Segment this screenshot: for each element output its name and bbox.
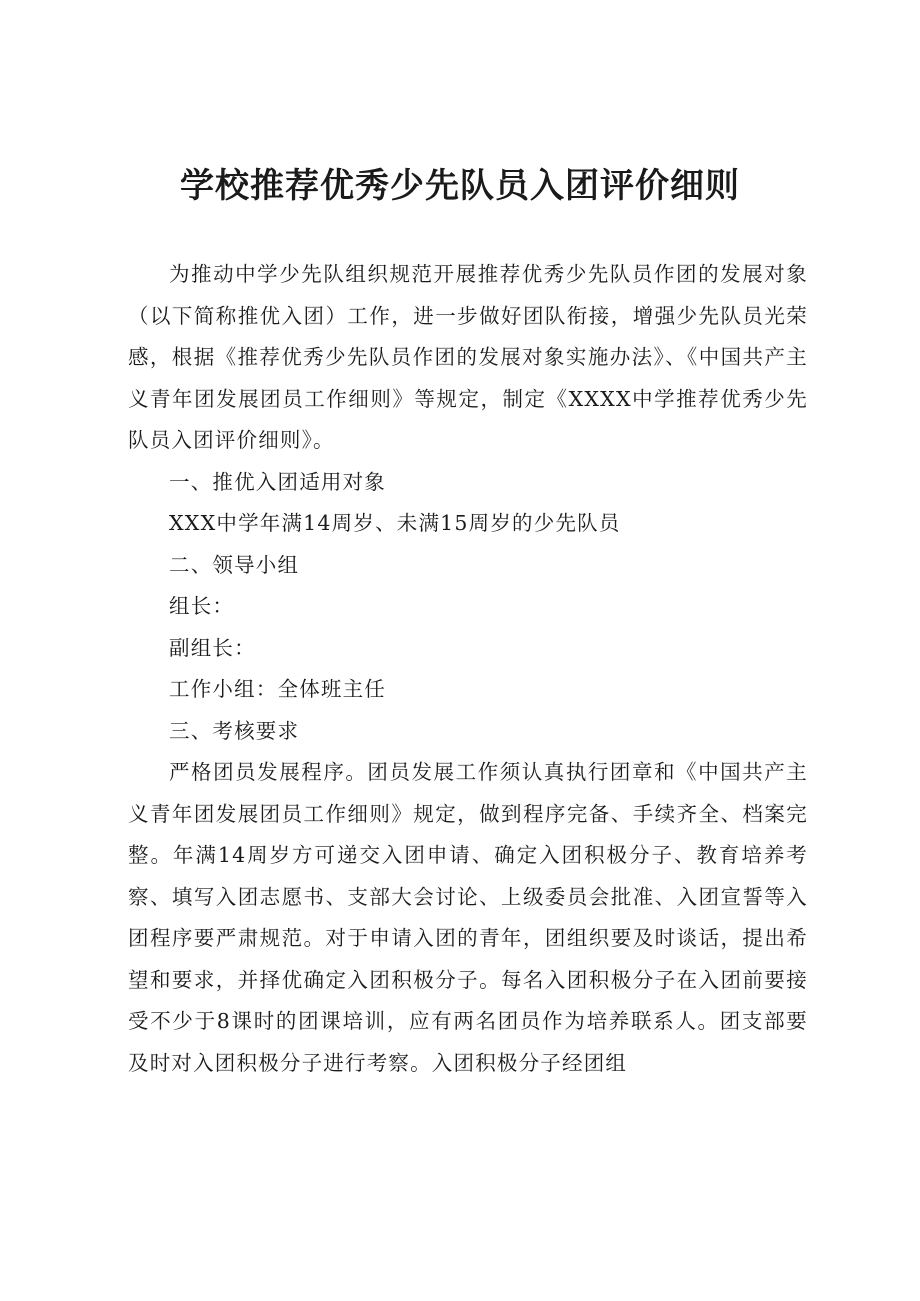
group-leader-line: 组长： [169,594,235,618]
document-body [128,254,808,1084]
section-heading-applicable-target: 一、推优入团适用对象 [169,469,386,494]
section-heading-assessment-requirements: 三、考核要求 [169,718,300,743]
document-title: 学校推荐优秀少先队员入团评价细则 [180,166,740,206]
intro-paragraph: 为推动中学少先队组织规范开展推荐优秀少先队员作团的发展对象（以下简称推优入团）工作，进一步做好团队衔接，增强少先队员光荣感，根据《推荐优秀少先队员作团的发展对象实施办法》、《中国共产主义青年团发展团员工作细则》等规定，制定《XXXX中学推荐优秀少先队员入团评价细则》。 [128,262,808,452]
assessment-requirements-paragraph: 严格团员发展程序。团员发展工作须认真执行团章和《中国共产主义青年团发展团员工作细则》规定，做到程序完备、手续齐全、档案完整。年满14周岁方可递交入团申请、确定入团积极分子、教育培养考察、填写入团志愿书、支部大会讨论、上级委员会批准、入团宣誓等入团程序要严肃规范。对于申请入团的青年，团组织要及时谈话，提出希望和要求，并择优确定入团积极分子。每名入团积极分子在入团前要接受不少于8课时的团课培训，应有两名团员作为培养联系人。团支部要及时对入团积极分子进行考察。入团积极分子经团组 [128,760,808,1075]
deputy-group-leader-line: 副组长： [169,635,256,660]
section-heading-leadership-group: 二、领导小组 [169,552,300,577]
working-group-line: 工作小组：全体班主任 [169,677,386,701]
applicable-target-text: XXX中学年满14周岁、未满15周岁的少先队员 [169,511,621,535]
